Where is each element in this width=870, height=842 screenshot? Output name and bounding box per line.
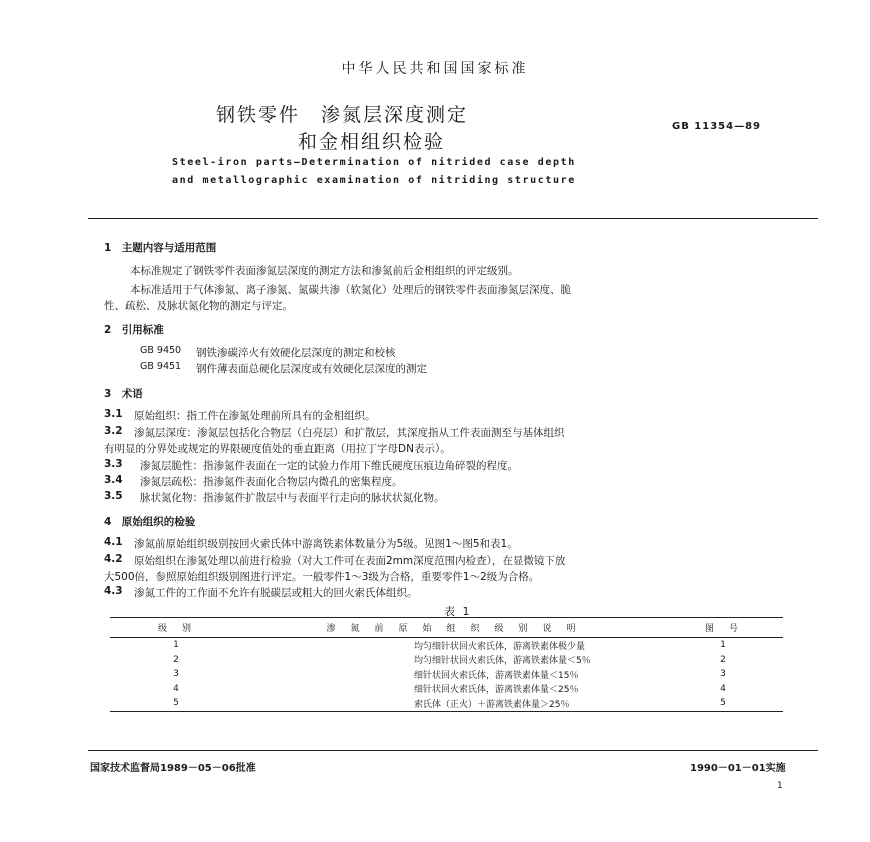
chinese-title-line2: 和金相组织检验 (298, 131, 446, 153)
table-row (110, 653, 783, 668)
description-cell: 均匀细针状回火索氏体，游离铁素体量＜5％ (414, 656, 591, 667)
section-2-heading: 2 引用标准 (104, 324, 164, 336)
figure-cell: 3 (720, 669, 726, 680)
table-row (110, 638, 783, 653)
footer-divider (88, 750, 818, 751)
figure-cell: 5 (663, 696, 783, 711)
grade-cell: 3 (173, 669, 179, 680)
english-title-line2: and metallographic examination of nitriding structure (172, 175, 576, 186)
section-3-heading: 3 术语 (104, 388, 143, 400)
table-header-row (110, 618, 783, 638)
term-3-2-number: 3.2 (104, 425, 123, 437)
reference-text-1: 钢铁渗碳淬火有效硬化层深度的测定和校核 (196, 347, 396, 359)
description-cell: 索氏体（正火）＋游离铁素体量＞25％ (242, 696, 663, 711)
grade-cell: 4 (173, 683, 179, 694)
table-row (110, 682, 783, 697)
table-caption: 表 1 (444, 605, 472, 618)
implementation-date: 1990－01－01实施 (690, 763, 786, 774)
page-number: 1 (777, 781, 783, 791)
section-4-heading: 4 原始组织的检验 (104, 516, 196, 528)
item-4-1-text: 渗氮前原始组织级别按回火索氏体中游离铁素体数量分为5级。见图1～图5和表1。 (134, 538, 518, 550)
grade-cell: 1 (173, 640, 179, 651)
section-1-heading: 1 主题内容与适用范围 (104, 242, 217, 254)
term-3-5-text: 脉状氮化物：指渗氮件扩散层中与表面平行走向的脉状状氮化物。 (140, 492, 445, 504)
term-3-4-number: 3.4 (104, 474, 123, 486)
item-4-1-number: 4.1 (104, 536, 123, 548)
column-header-figure: 图 号 (663, 618, 783, 638)
table-row (110, 667, 783, 682)
grade-cell: 5 (110, 696, 242, 711)
item-4-3-number: 4.3 (104, 585, 123, 597)
reference-code-1: GB 9450 (140, 345, 182, 356)
figure-cell: 2 (720, 654, 726, 665)
section-1-paragraph-1: 本标准规定了钢铁零件表面渗氮层深度的测定方法和渗氮前后金相组织的评定级别。 (130, 265, 519, 277)
reference-text-2: 钢件薄表面总硬化层深度或有效硬化层深度的测定 (196, 363, 427, 375)
item-4-2-number: 4.2 (104, 553, 123, 565)
item-4-2-text: 原始组织在渗氮处理以前进行检验（对大工件可在表面2mm深度范围内检查），在显微镜下放 (134, 555, 566, 567)
term-3-3-text: 渗氮层脆性：指渗氮件表面在一定的试验力作用下维氏硬度压痕边角碎裂的程度。 (140, 460, 518, 472)
term-3-1-text: 原始组织：指工件在渗氮处理前所具有的金相组织。 (134, 410, 376, 422)
reference-code-2: GB 9451 (140, 361, 182, 372)
term-3-3-number: 3.3 (104, 458, 123, 470)
column-header-description: 渗 氮 前 原 始 组 织 级 别 说 明 (242, 618, 663, 638)
grade-table (110, 617, 783, 712)
term-3-2-text: 渗氮层深度：渗氮层包括化合物层（白亮层）和扩散层，其深度指从工件表面测至与基体组织 (134, 427, 565, 439)
table-row (110, 696, 783, 711)
title-divider (88, 218, 818, 219)
item-4-2-continuation: 大500倍，参照原始组织级别图进行评定。一般零件1～3级为合格，重要零件1～2级为合格。 (104, 571, 540, 583)
figure-cell: 1 (720, 640, 726, 651)
approval-date: 国家技术监督局1989－05－06批准 (90, 763, 256, 774)
grade-cell: 2 (173, 654, 179, 665)
description-cell: 均匀细针状回火索氏体，游离铁素体极少量 (414, 641, 586, 652)
description-cell: 细针状回火索氏体，游离铁素体量＜25％ (414, 685, 579, 696)
chinese-title-line1: 钢铁零件 渗氮层深度测定 (216, 104, 469, 126)
standard-number: GB 11354—89 (672, 121, 762, 132)
section-1-paragraph-2: 本标准适用于气体渗氮、离子渗氮、氮碳共渗（软氮化）处理后的钢铁零件表面渗氮层深度、脆 (130, 284, 571, 296)
column-header-grade: 级 别 (110, 618, 242, 638)
figure-cell: 4 (720, 683, 726, 694)
english-title-line1: Steel-iron parts—Determination of nitrided case depth (172, 157, 576, 168)
term-3-5-number: 3.5 (104, 490, 123, 502)
description-cell: 细针状回火索氏体，游离铁素体量＜15％ (414, 670, 579, 681)
term-3-1-number: 3.1 (104, 408, 123, 420)
term-3-4-text: 渗氮层疏松：指渗氮件表面化合物层内微孔的密集程度。 (140, 476, 403, 488)
section-1-paragraph-2-cont: 性、疏松、及脉状氮化物的测定与评定。 (104, 300, 293, 312)
term-3-2-continuation: 有明显的分界处或规定的界限硬度值处的垂直距离（用拉丁字母DN表示）。 (104, 443, 451, 455)
item-4-3-text: 渗氮工件的工作面不允许有脱碳层或粗大的回火索氏体组织。 (134, 587, 418, 599)
standard-header: 中华人民共和国国家标准 (341, 61, 529, 77)
